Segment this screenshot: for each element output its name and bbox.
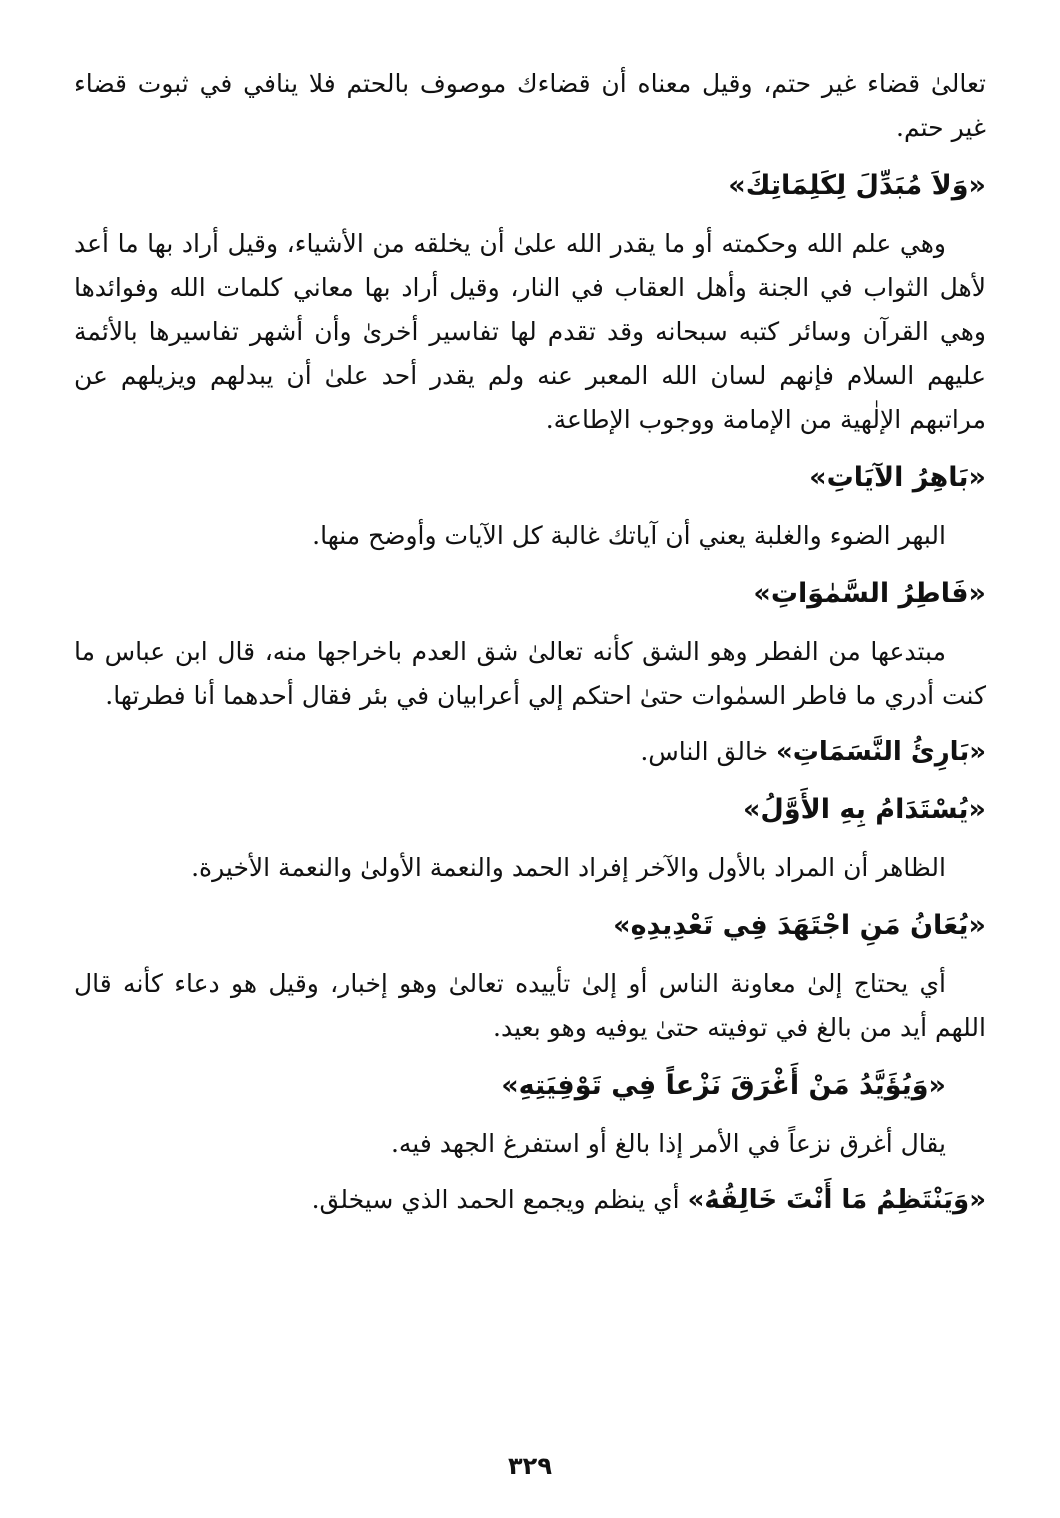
inline-text-yantazimu: أي ينظم ويجمع الحمد الذي سيخلق. — [311, 1185, 688, 1214]
inline-text-bari: خالق الناس. — [640, 737, 776, 766]
heading-yuanu: «يُعَانُ مَنِ اجْتَهَدَ فِي تَعْدِيدِهِ» — [613, 910, 986, 941]
paragraph-bahr: البهر الضوء والغلبة يعني أن آياتك غالبة كل الآيات وأوضح منها. — [312, 521, 946, 550]
heading-fatir-al-samawat: «فَاطِرُ السَّمٰوَاتِ» — [753, 578, 986, 609]
paragraph-fatir: مبتدعها من الفطر وهو الشق كأنه تعالىٰ شق العدم باخراجها منه، قال ابن عباس ما كنت أدري ما فاطر السمٰوات حتىٰ احتكم إلي أعرابيان في بئر فقال أحدهما أنا فطرتها. — [74, 637, 986, 710]
page-number: ٣٢٩ — [508, 1452, 552, 1480]
paragraph-bari-al-nasamat — [74, 730, 986, 774]
inline-heading-bari: «بَارِئُ النَّسَمَاتِ» — [775, 737, 986, 767]
paragraph-aghraqa: يقال أغرق نزعاً في الأمر إذا بالغ أو استفرغ الجهد فيه. — [390, 1129, 946, 1158]
heading-yuayyadu: «وَيُؤَيَّدُ مَنْ أَغْرَقَ نَزْعاً فِي تَوْفِيَتِهِ» — [501, 1070, 946, 1101]
heading-wala-mubaddila: «وَلاَ مُبَدِّلَ لِكَلِمَاتِكَ» — [728, 170, 986, 201]
paragraph-kalimat: وهي علم الله وحكمته أو ما يقدر الله علىٰ أن يخلقه من الأشياء، وقيل أراد بها ما أعد لأهل الثواب في الجنة وأهل العقاب في النار، وقيل أراد بها معاني كلمات الله وفوائدها وهي القرآن وسائر كتبه سبحانه وقد تقدم لها تفاسير أخرىٰ وأن أشهر تفاسيرها بالأئمة عليهم السلام فإنهم لسان الله المعبر عنه ولم يقدر أحد علىٰ أن يبدلهم ويزيلهم عن مراتبهم الإلٰهية من الإمامة ووجوب الإطاعة. — [74, 229, 986, 434]
paragraph-intro: تعالىٰ قضاء غير حتم، وقيل معناه أن قضاءك موصوف بالحتم فلا ينافي في ثبوت قضاء غير حتم. — [74, 69, 986, 142]
paragraph-yuanu: أي يحتاج إلىٰ معاونة الناس أو إلىٰ تأييده تعالىٰ وهو إخبار، وقيل هو دعاء كأنه قال اللهم أيد من بالغ في توفيته حتىٰ يوفيه وهو بعيد. — [74, 969, 986, 1042]
inline-heading-yantazimu: «وَيَنْتَظِمُ مَا أَنْتَ خَالِقُهُ» — [687, 1185, 986, 1215]
paragraph-awwal: الظاهر أن المراد بالأول والآخر إفراد الحمد والنعمة الأولىٰ والنعمة الأخيرة. — [191, 853, 946, 882]
heading-yustadam: «يُسْتَدَامُ بِهِ الأَوَّلُ» — [742, 794, 986, 825]
heading-bahir-al-ayat: «بَاهِرُ الآيَاتِ» — [809, 462, 986, 493]
paragraph-yantazimu — [74, 1178, 986, 1222]
page-body — [74, 62, 986, 1502]
